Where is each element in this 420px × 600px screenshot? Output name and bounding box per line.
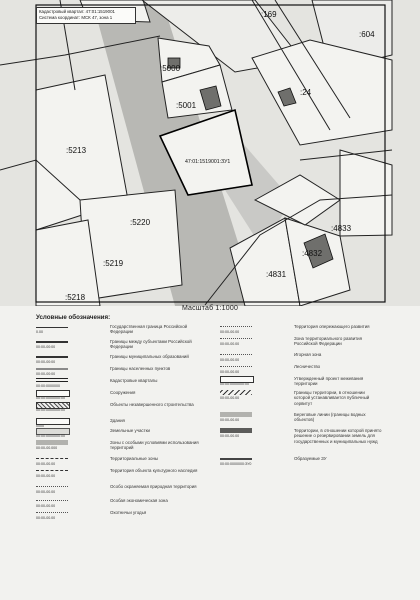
legend-title: Условные обозначения: — [36, 314, 111, 321]
label-4833: :4833 — [331, 224, 352, 233]
legend-code: 00:00-00.00 — [220, 396, 240, 400]
label-5219: :5219 — [103, 259, 124, 268]
legend-symbol — [36, 500, 68, 501]
legend-code: 00:00-00:00 — [36, 372, 56, 376]
legend-code: 00:00-00.00 — [220, 358, 240, 362]
map-scale: Масштаб 1:1000 — [181, 305, 239, 312]
legend-item — [220, 352, 384, 364]
legend-code: 00:00-00.00 — [220, 342, 240, 346]
legend-item — [36, 468, 208, 484]
legend-symbol — [220, 458, 252, 460]
legend-label: Утвержденный проект межевания территории — [294, 376, 364, 387]
legend-code: 00:00-00:00 — [36, 345, 56, 349]
label-5213: :5213 — [66, 146, 87, 155]
legend-label: Охотничьи угодья — [110, 510, 147, 515]
legend-item — [36, 498, 208, 510]
legend-symbol — [36, 440, 68, 445]
legend-code: 00:00-00.00 — [36, 504, 56, 508]
coordinate-system-text: Система координат: МСК 47, зона 1 — [39, 14, 113, 20]
label-169: :169 — [261, 10, 277, 19]
legend-item — [220, 428, 384, 456]
legend-symbol — [36, 470, 68, 471]
legend-code: 00:00-00.00 — [36, 516, 56, 520]
legend-symbol — [36, 341, 68, 343]
legend-item — [36, 510, 208, 522]
legend-item — [36, 428, 208, 440]
legend-symbol — [36, 356, 68, 358]
label-5218: :5218 — [65, 293, 86, 302]
legend-symbol — [36, 378, 68, 382]
legend-label: Территории, в отношении которой принято решение о резервировании земель для государственных и муниципальных нужд — [294, 428, 382, 444]
legend-label: Береговые линии (границы водных объектов) — [294, 412, 366, 423]
legend-symbol — [220, 390, 252, 395]
label-604: :604 — [359, 30, 375, 39]
legend-label: Границы муниципальных образований — [110, 354, 189, 359]
label-zu1: 47:01:1519001:ЗУ1 — [185, 159, 231, 165]
legend-item — [220, 324, 384, 336]
legend-label: Сооружения — [110, 390, 136, 395]
legend-code: 00:00-00.00 — [220, 370, 240, 374]
legend-item — [36, 456, 208, 468]
legend-item — [36, 402, 208, 418]
legend-column-left — [36, 324, 208, 522]
legend-code: 00:00:0000000:ЗУ0 — [220, 462, 252, 466]
legend-label: Границы между субъектами Российской Федерации — [110, 339, 192, 350]
legend-item — [220, 364, 384, 376]
legend-symbol — [36, 327, 68, 328]
legend-code: 00:00-00.00 — [36, 490, 56, 494]
legend-item — [36, 484, 208, 498]
legend-symbol — [220, 428, 252, 433]
legend-label: Территория объекта культурного наследия — [110, 468, 198, 473]
legend-symbol — [220, 412, 252, 417]
label-4832: :4832 — [302, 249, 323, 258]
legend-label: Государственная граница Российской Федерации — [110, 324, 188, 335]
label-5220: :5220 — [130, 218, 151, 227]
label-4831: :4831 — [266, 270, 287, 279]
legend-symbol — [36, 512, 68, 513]
legend-item — [220, 456, 384, 470]
legend-code: 00:00-00.00 — [36, 474, 56, 478]
cadastral-quarter-text: Кадастровый квартал: 47:01:1519001 — [39, 9, 115, 14]
legend-item — [36, 339, 208, 354]
legend-label: Игорная зона — [294, 352, 322, 357]
legend-code: 0000 — [36, 424, 44, 428]
legend-symbol — [36, 486, 68, 487]
legend-code: 00:00:0000000:00 — [36, 434, 65, 438]
legend-label: Особая экономическая зона — [110, 498, 168, 503]
legend-item — [36, 390, 208, 402]
label-5001: :5001 — [176, 101, 197, 110]
label-5000: :5000 — [160, 64, 181, 73]
legend-code: 00:00-00.00 — [220, 330, 240, 334]
legend-item — [220, 336, 384, 352]
legend-code: 0.00 — [36, 330, 43, 334]
legend-label: Особо охраняемая природная территория — [110, 484, 197, 489]
legend-item — [36, 418, 208, 428]
legend-item — [36, 440, 208, 456]
legend-item — [220, 412, 384, 428]
legend-symbol — [220, 366, 252, 367]
legend-code: 00:00:0000000 — [36, 384, 60, 388]
legend-item — [220, 390, 384, 412]
legend-label: Зоны с особыми условиями использования территорий — [110, 440, 199, 451]
legend-symbol — [220, 338, 252, 339]
legend-symbol — [36, 368, 68, 370]
legend-label: Земельные участки — [110, 428, 151, 433]
legend-column-right — [220, 324, 384, 470]
legend-label: Кадастровые кварталы — [110, 378, 158, 383]
label-24: :24 — [300, 88, 312, 97]
legend-label: Лесничество — [294, 364, 321, 369]
legend-code: 00:00-00:00 — [36, 360, 56, 364]
legend-label: Образуемые ЗУ — [294, 456, 327, 461]
legend-label: Зона территориального развития Российской Федерации — [294, 336, 363, 347]
legend-code: 00:00:0000000:00 — [36, 396, 65, 400]
legend-code: 00:00-00.00 — [220, 434, 240, 438]
legend-label: Объекты незавершенного строительства — [110, 402, 194, 407]
legend-item — [36, 324, 208, 339]
legend-item — [220, 376, 384, 390]
legend-item — [36, 354, 208, 366]
legend-label: Территориальные зоны — [110, 456, 159, 461]
legend-label: Здания — [110, 418, 125, 423]
legend-code: 00:00-00.00 — [220, 418, 240, 422]
legend-code: 00:00-00.00 — [36, 462, 56, 466]
legend-label: Границы территории, в отношении которой устанавливается публичный сервитут — [294, 390, 370, 406]
legend-label: Границы населенных пунктов — [110, 366, 171, 371]
legend-symbol — [220, 326, 252, 327]
legend-symbol — [36, 458, 68, 459]
legend-code: 00:00:0000000:00 — [36, 408, 65, 412]
legend-item — [36, 378, 208, 390]
legend-symbol — [220, 354, 252, 355]
legend-code: 00:00-00.000 — [36, 446, 58, 450]
legend-label: Территория опережающего развития — [294, 324, 370, 329]
legend — [36, 324, 384, 594]
legend-code: 00:00:0000000:00 — [220, 382, 249, 386]
map-info-box — [36, 7, 136, 24]
legend-item — [36, 366, 208, 378]
